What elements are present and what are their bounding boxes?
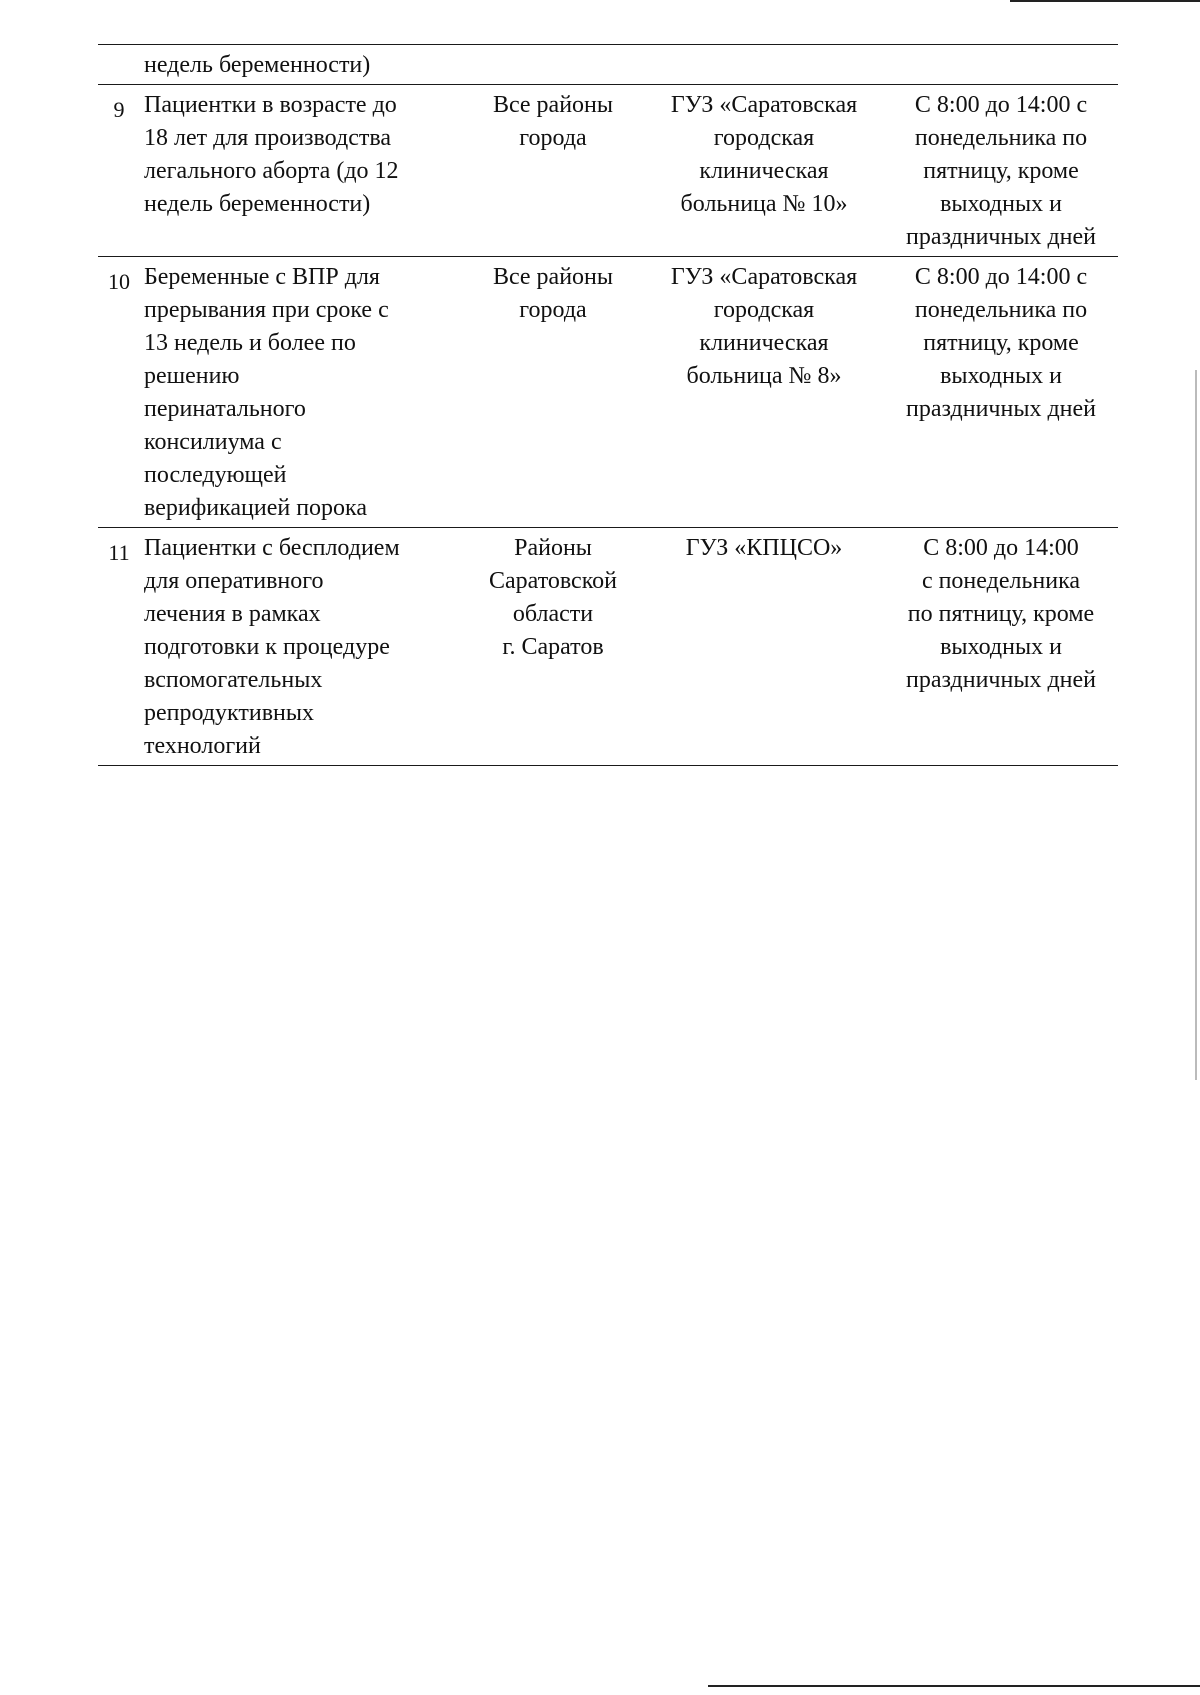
table-row-continuation (98, 45, 1118, 85)
row-schedule: С 8:00 до 14:00 с понедельника по пятницу, кроме выходных и праздничных дней (905, 535, 1097, 693)
schedule-table (98, 44, 1118, 766)
table-row (98, 528, 1118, 766)
row-schedule: С 8:00 до 14:00 с понедельника по пятницу, кроме выходных и праздничных дней (905, 92, 1097, 250)
table-row (98, 257, 1118, 528)
row-description: Пациентки с бесплодием для оперативного лечения в рамках подготовки к процедуре вспомогательных репродуктивных технологий (144, 535, 400, 759)
row-organization: ГУЗ «Саратовская городская клиническая больница № 8» (670, 264, 858, 389)
table-row (98, 85, 1118, 257)
row-schedule: С 8:00 до 14:00 с понедельника по пятницу, кроме выходных и праздничных дней (905, 264, 1097, 422)
row-organization: ГУЗ «Саратовская городская клиническая больница № 10» (670, 92, 858, 217)
row-description: недель беременности) (144, 52, 371, 78)
row-number: 9 (113, 97, 125, 122)
row-organization: ГУЗ «КПЦСО» (685, 535, 843, 561)
row-number: 10 (108, 269, 130, 294)
row-description: Пациентки в возрасте до 18 лет для производства легального аборта (до 12 недель беременности) (144, 92, 399, 217)
row-area: Районы Саратовской области г. Саратов (489, 535, 617, 660)
row-description: Беременные с ВПР для прерывания при сроке с 13 недель и более по решению перинатального консилиума с последующей верификацией порока (144, 264, 389, 521)
row-number: 11 (108, 540, 130, 565)
row-area: Все районы города (492, 92, 614, 151)
row-area: Все районы города (492, 264, 614, 323)
scan-edge-top (1010, 0, 1200, 2)
scan-edge-bottom (708, 1685, 1200, 1687)
scan-edge-right (1195, 370, 1197, 1080)
